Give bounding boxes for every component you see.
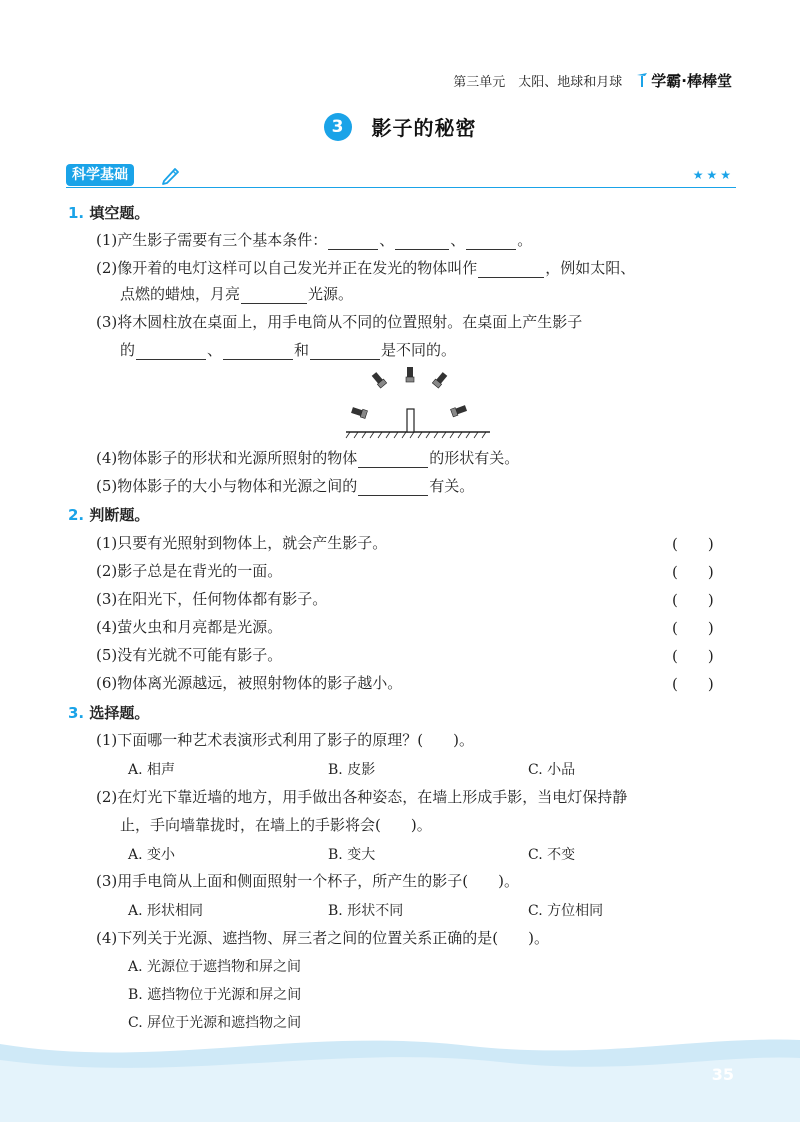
option-a[interactable]: A. 相声	[128, 762, 176, 778]
brand-text: 学霸·棒棒堂	[651, 71, 732, 90]
answer-blank[interactable]	[328, 233, 378, 250]
flashlight-icon	[432, 371, 448, 388]
q1-item-2-cont	[120, 284, 353, 304]
answer-parentheses[interactable]: ( )	[672, 675, 714, 693]
q3-item-3: (3)用手电筒从上面和侧面照射一个杯子，所产生的影子( )。	[96, 872, 519, 890]
graduation-cap-icon	[636, 72, 648, 88]
answer-blank[interactable]	[223, 343, 293, 360]
q1-item-4-text-end: 的形状有关。	[429, 449, 520, 467]
answer-blank[interactable]	[358, 479, 428, 496]
question-2-heading	[68, 504, 149, 525]
lesson-number-badge: 3	[324, 113, 352, 141]
option-c[interactable]: C. 屏位于光源和遮挡物之间	[128, 1015, 302, 1031]
q1-item-2-text: (2)像开着的电灯这样可以自己发光并正在发光的物体叫作	[96, 259, 478, 277]
q2-item-3: (3)在阳光下，任何物体都有影子。	[96, 590, 328, 608]
flashlight-icon	[371, 371, 387, 388]
q1-item-5-text-end: 有关。	[429, 477, 475, 495]
q1-item-5-text: (5)物体影子的大小与物体和光源之间的	[96, 477, 358, 495]
q1-item-4-text: (4)物体影子的形状和光源所照射的物体	[96, 449, 358, 467]
q1-item-3-text-d: 是不同的。	[381, 341, 457, 359]
flashlight-cylinder-figure	[344, 364, 492, 440]
page-number: 35	[711, 1065, 734, 1084]
answer-blank[interactable]	[241, 287, 307, 304]
flashlight-icon	[406, 367, 414, 382]
answer-blank[interactable]	[136, 343, 206, 360]
q3-item-4: (4)下列关于光源、遮挡物、屏三者之间的位置关系正确的是( )。	[96, 929, 549, 947]
difficulty-stars: ★★★	[692, 168, 734, 182]
q2-item-5: (5)没有光就不可能有影子。	[96, 646, 283, 664]
answer-blank[interactable]	[395, 233, 449, 250]
option-c[interactable]: C. 不变	[528, 847, 576, 863]
flashlight-icon	[451, 404, 468, 417]
section-label: 科学基础	[66, 164, 134, 186]
q2-item-2: (2)影子总是在背光的一面。	[96, 562, 283, 580]
q1-item-1	[96, 230, 532, 250]
question-type: 判断题。	[89, 506, 150, 524]
separator: 、	[207, 341, 223, 359]
answer-blank[interactable]	[358, 451, 428, 468]
q3-item-1: (1)下面哪一种艺术表演形式利用了影子的原理？( )。	[96, 731, 474, 749]
q1-item-3-text-c: 和	[294, 341, 310, 359]
question-type: 选择题。	[89, 704, 150, 722]
q2-item-1: (1)只要有光照射到物体上，就会产生影子。	[96, 534, 388, 552]
question-number: 3.	[68, 704, 85, 722]
question-number: 2.	[68, 506, 85, 524]
question-3-heading	[68, 702, 149, 723]
q2-item-6: (6)物体离光源越远，被照射物体的影子越小。	[96, 674, 403, 692]
question-1-heading	[68, 202, 149, 223]
option-b[interactable]: B. 遮挡物位于光源和屏之间	[128, 987, 302, 1003]
q1-item-2-cont-text: 点燃的蜡烛，月亮	[120, 285, 241, 303]
unit-label: 第三单元 太阳、地球和月球	[453, 74, 623, 90]
question-number: 1.	[68, 204, 85, 222]
option-c[interactable]: C. 小品	[528, 762, 576, 778]
separator: 、	[450, 231, 466, 249]
page-header	[453, 70, 732, 90]
period: 。	[517, 231, 533, 249]
cylinder	[407, 409, 414, 432]
answer-parentheses[interactable]: ( )	[672, 619, 714, 637]
q2-item-4: (4)萤火虫和月亮都是光源。	[96, 618, 283, 636]
pencil-icon	[160, 165, 182, 185]
section-bar	[66, 164, 736, 188]
q1-item-2	[96, 258, 635, 278]
option-b[interactable]: B. 变大	[328, 847, 376, 863]
q1-item-2-text-end: ，例如太阳、	[545, 259, 636, 277]
answer-parentheses[interactable]: ( )	[672, 563, 714, 581]
q1-item-1-text: (1)产生影子需要有三个基本条件：	[96, 231, 328, 249]
footer-wave	[0, 1030, 800, 1122]
answer-blank[interactable]	[466, 233, 516, 250]
answer-parentheses[interactable]: ( )	[672, 647, 714, 665]
flashlight-icon	[351, 406, 368, 418]
lesson-title: 影子的秘密	[371, 116, 477, 140]
table-hatch	[346, 432, 486, 438]
q1-item-5	[96, 476, 474, 496]
option-a[interactable]: A. 变小	[128, 847, 176, 863]
section-divider	[66, 187, 736, 188]
q1-item-3-text: (3)将木圆柱放在桌面上，用手电筒从不同的位置照射。在桌面上产生影子	[96, 313, 583, 331]
answer-parentheses[interactable]: ( )	[672, 535, 714, 553]
q3-item-2: (2)在灯光下靠近墙的地方，用手做出各种姿态，在墙上形成手影，当电灯保持静	[96, 788, 628, 806]
option-c[interactable]: C. 方位相同	[528, 903, 604, 919]
q1-item-2-cont-end: 光源。	[308, 285, 354, 303]
q1-item-3-cont	[120, 340, 456, 360]
question-type: 填空题。	[89, 204, 150, 222]
option-b[interactable]: B. 形状不同	[328, 903, 404, 919]
separator: 、	[379, 231, 395, 249]
q1-item-3	[96, 312, 582, 332]
option-b[interactable]: B. 皮影	[328, 762, 376, 778]
q1-item-4	[96, 448, 519, 468]
option-a[interactable]: A. 形状相同	[128, 903, 204, 919]
answer-parentheses[interactable]: ( )	[672, 591, 714, 609]
answer-blank[interactable]	[478, 261, 544, 278]
option-a[interactable]: A. 光源位于遮挡物和屏之间	[128, 959, 302, 975]
brand-logo	[636, 70, 732, 91]
q1-item-3-text-a: 的	[120, 341, 136, 359]
lesson-title-block	[0, 112, 800, 146]
q3-item-2-cont: 止，手向墙靠拢时，在墙上的手影将会( )。	[120, 816, 432, 834]
answer-blank[interactable]	[310, 343, 380, 360]
